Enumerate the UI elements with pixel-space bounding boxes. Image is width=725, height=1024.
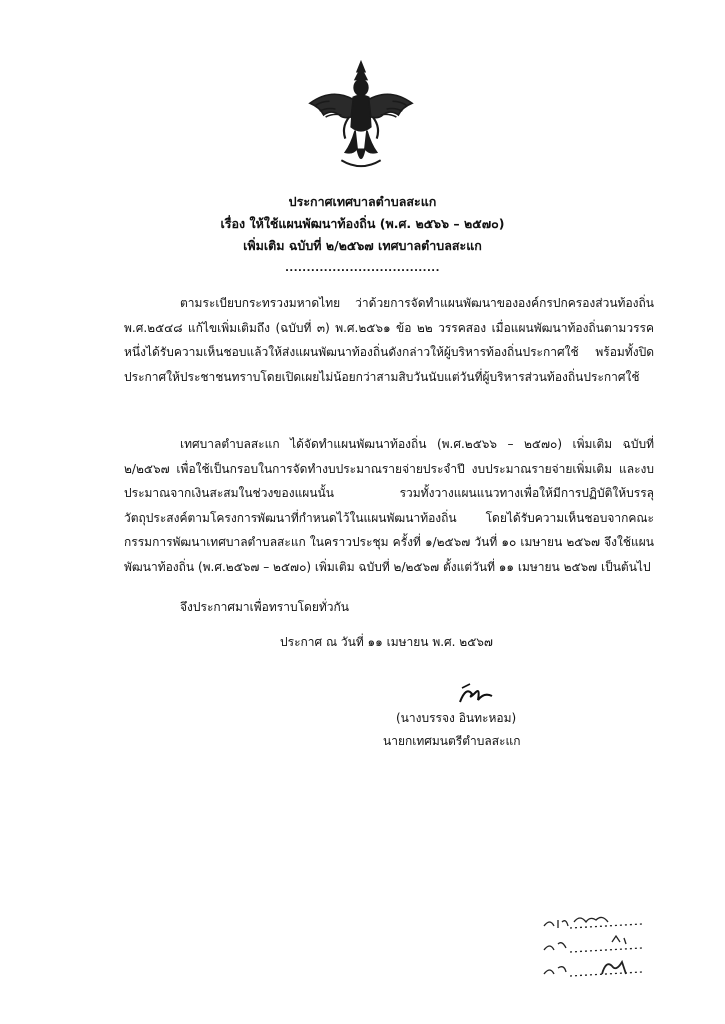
announcement-subject: เรื่อง ให้ใช้แผนพัฒนาท้องถิ่น (พ.ศ. ๒๕๖๖ – ๒๕๗๐) xyxy=(220,216,505,231)
body-paragraph-plan: เทศบาลตำบลสะแก ได้จัดทำแผนพัฒนาท้องถิ่น (พ.ศ.๒๕๖๖ – ๒๕๗๐) เพิ่มเติม ฉบับที่ ๒/๒๕๖๗ เพื่อใช้เป็นกรอบในการจัดทำงบประมาณรายจ่ายประจำปี งบประมาณรายจ่ายเพิ่มเติม และงบประมาณจากเงินสะสมในช่วงของแผนนั้น รวมทั้งวางแผนแนวทางเพื่อให้มีการปฏิบัติให้บรรลุวัตถุประสงค์ตามโครงการพัฒนาที่กำหนดไว้ในแผนพัฒนาท้องถิ่น โดยได้รับความเห็นชอบจากคณะกรรมการพัฒนาเทศบาลตำบลสะแก ในคราวประชุม ครั้งที่ ๑/๒๕๖๗ วันที่ ๑๐ เมษายน ๒๕๖๗ จึงใช้แผนพัฒนาท้องถิ่น (พ.ศ.๒๕๖๗ – ๒๕๗๐) เพิ่มเติม ฉบับที่ ๒/๒๕๖๗ ตั้งแต่วันที่ ๑๑ เมษายน ๒๕๖๗ เป็นต้นไป xyxy=(124,437,654,574)
announcement-subject-continued: เพิ่มเติม ฉบับที่ ๒/๒๕๖๗ เทศบาลตำบลสะแก xyxy=(243,238,482,253)
handwritten-stamp-icon xyxy=(540,908,650,988)
title-separator: .................................... xyxy=(285,263,440,274)
signer-title: นายกเทศมนตรีตำบลสะแก xyxy=(383,734,521,748)
announcement-title: ประกาศเทศบาลตำบลสะแก xyxy=(288,194,437,209)
body-paragraph-regulation: ตามระเบียบกระทรวงมหาดไทย ว่าด้วยการจัดทำแผนพัฒนาขององค์กรปกครองส่วนท้องถิ่น พ.ศ.๒๕๔๘ แก้ไขเพิ่มเติมถึง (ฉบับที่ ๓) พ.ศ.๒๕๖๑ ข้อ ๒๒ วรรคสอง เมื่อแผนพัฒนาท้องถิ่นตามวรรคหนึ่งได้รับความเห็นชอบแล้วให้ส่งแผนพัฒนาท้องถิ่นดังกล่าวให้ผู้บริหารท้องถิ่นประกาศใช้ พร้อมทั้งปิดประกาศให้ประชาชนทราบโดยเปิดเผยไม่น้อยกว่าสามสิบวันนับแต่วันที่ผู้บริหารส่วนท้องถิ่นประกาศใช้ xyxy=(124,296,654,384)
announcement-date: ประกาศ ณ วันที่ ๑๑ เมษายน พ.ศ. ๒๕๖๗ xyxy=(280,635,493,649)
signer-name: (นางบรรจง อินทะหอม) xyxy=(396,711,517,725)
body-paragraph-closing: จึงประกาศมาเพื่อทราบโดยทั่วกัน xyxy=(180,600,349,614)
signature-icon xyxy=(456,680,496,710)
garuda-emblem-icon xyxy=(302,58,420,176)
